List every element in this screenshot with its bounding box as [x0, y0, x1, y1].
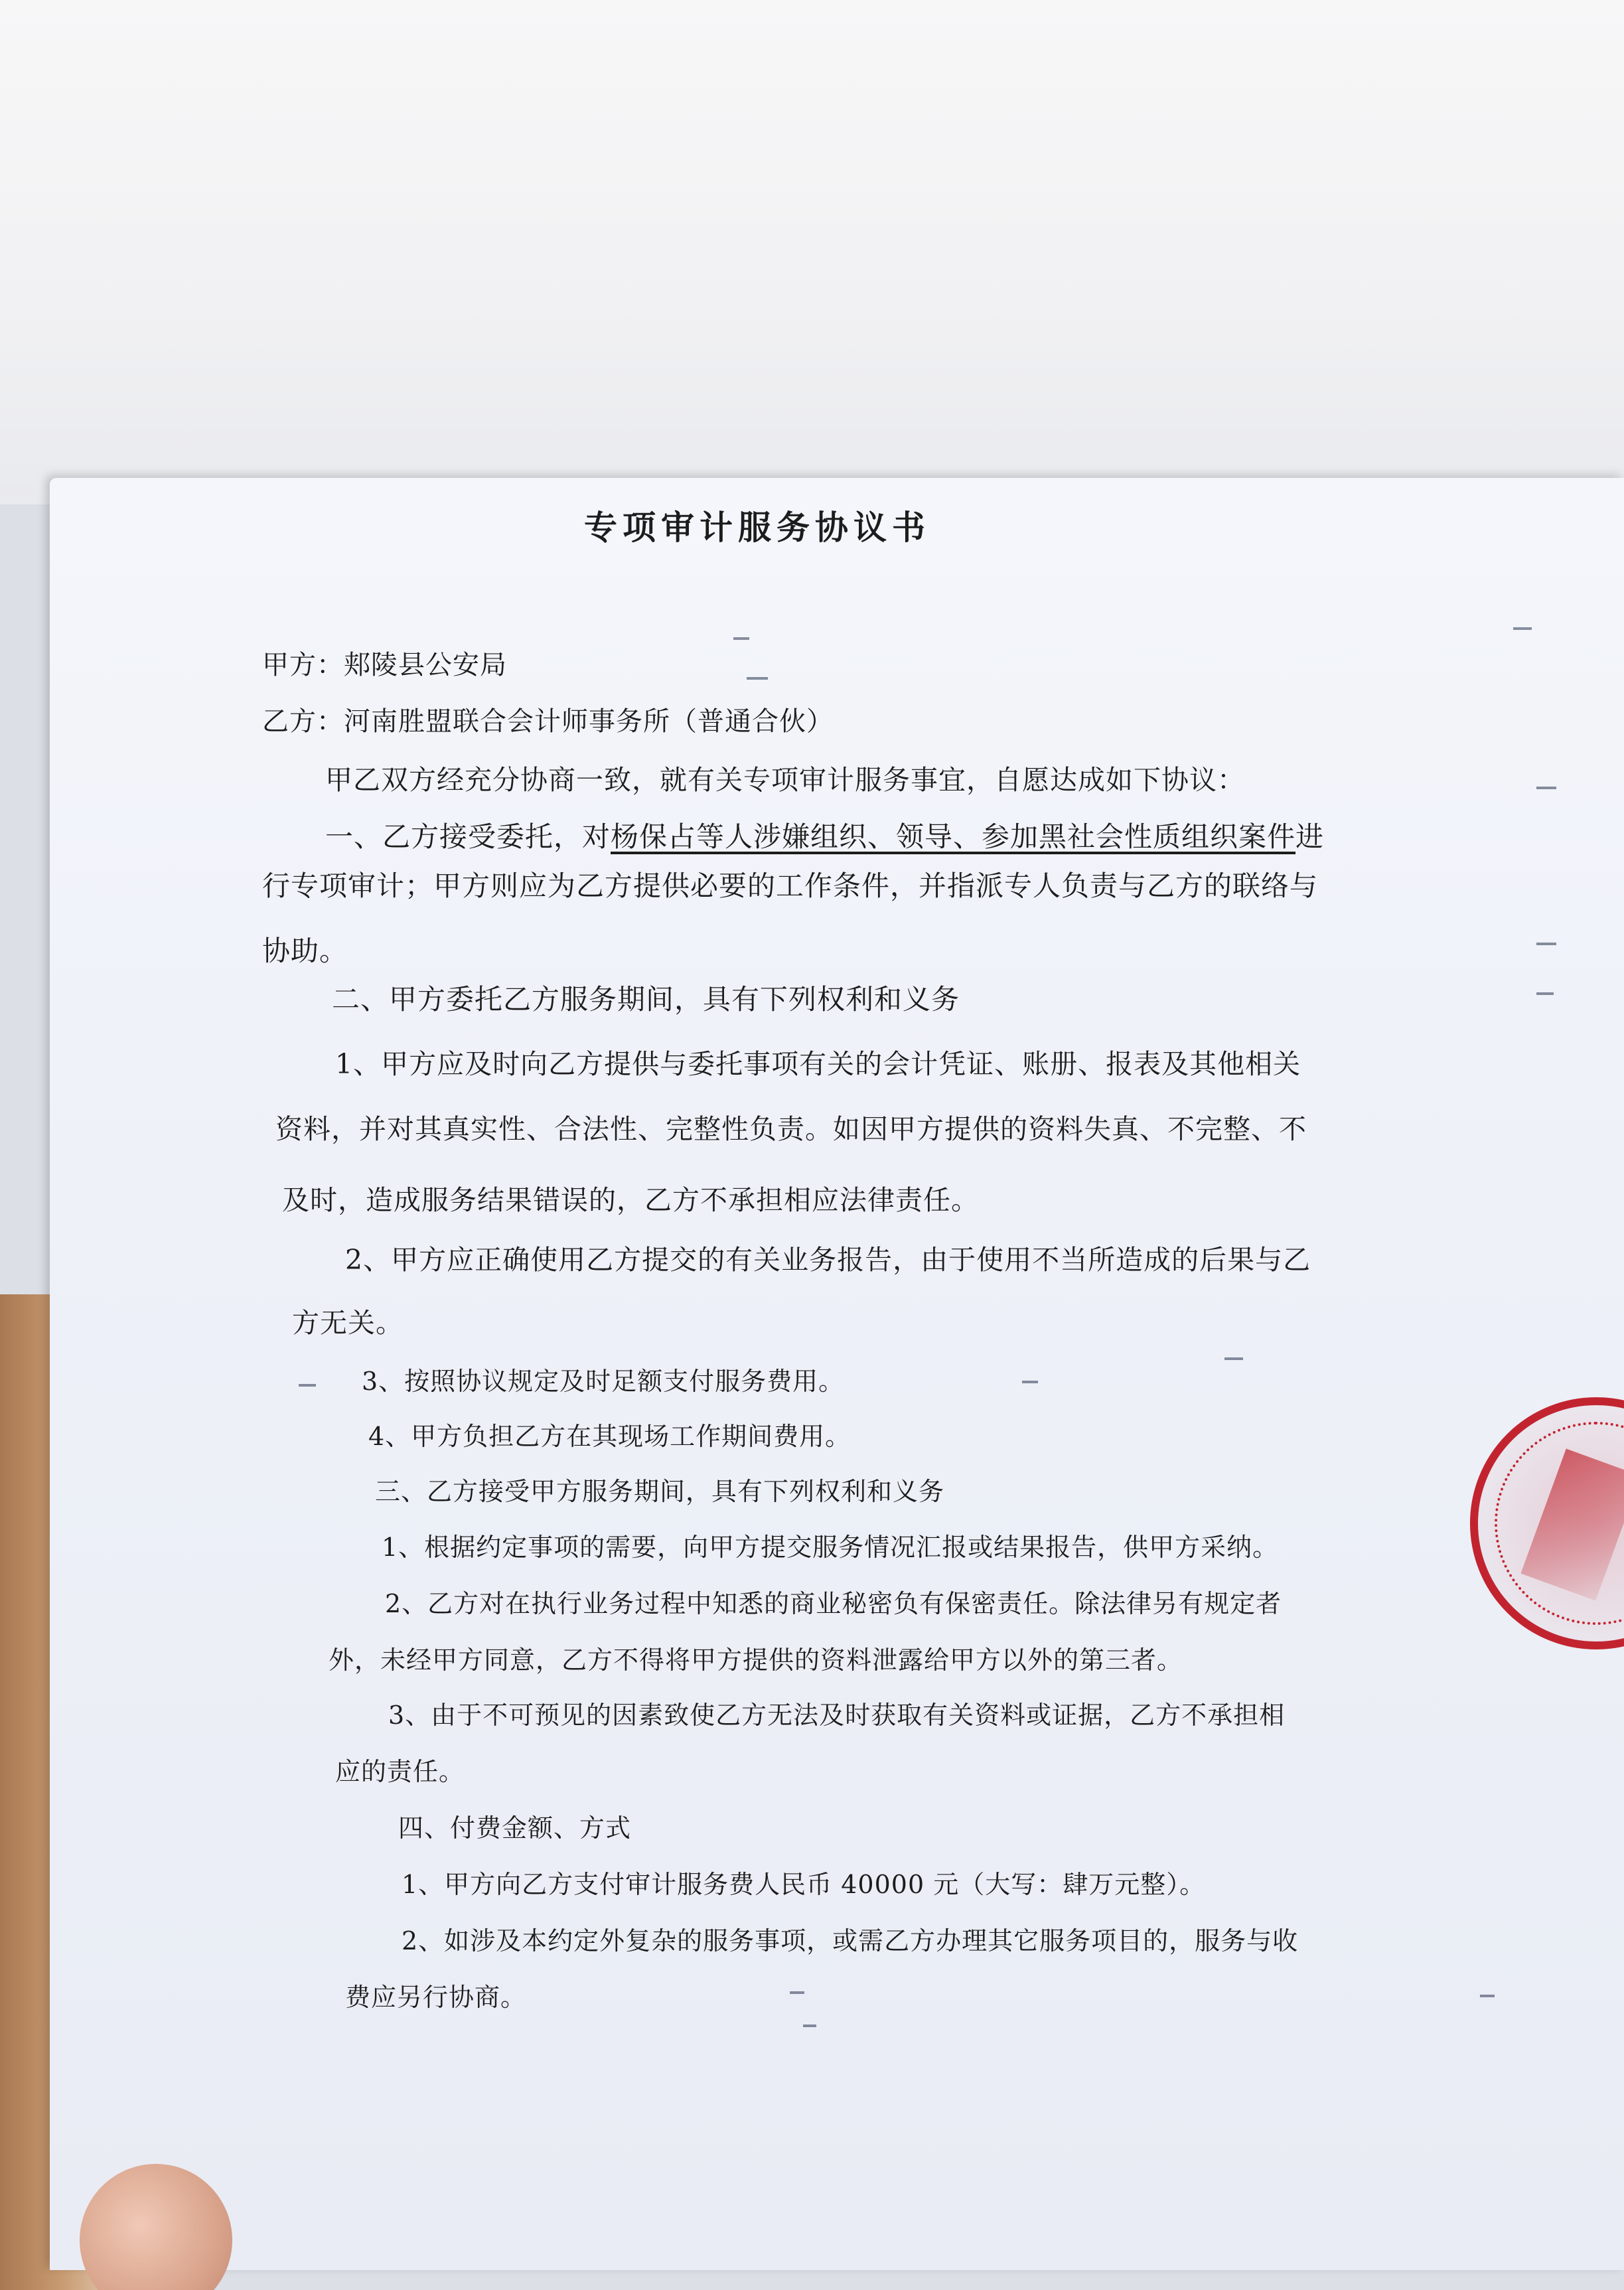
section-3-heading: 三、乙方接受甲方服务期间，具有下列权利和义务 — [375, 1477, 945, 1506]
document-title: 专项审计服务协议书 — [584, 508, 930, 547]
clause-1-line-2: 行专项审计；甲方则应为乙方提供必要的工作条件，并指派专人负责与乙方的联络与 — [262, 870, 1319, 902]
section-3-item-1: 1、根据约定事项的需要，向甲方提交服务情况汇报或结果报告，供甲方采纳。 — [382, 1533, 1279, 1562]
party-b: 乙方：河南胜盟联合会计师事务所（普通合伙） — [262, 706, 834, 737]
section-4-item-2-line-2: 费应另行协商。 — [345, 1983, 527, 2012]
section-2-item-1-line-1: 1、甲方应及时向乙方提供与委托事项有关的会计凭证、账册、报表及其他相关 — [335, 1048, 1301, 1080]
clause-1-line-1 — [325, 815, 1324, 855]
section-2-item-1-line-3: 及时，造成服务结果错误的，乙方不承担相应法律责任。 — [282, 1184, 979, 1216]
party-a: 甲方：郏陵县公安局 — [262, 650, 507, 680]
section-4-heading: 四、付费金额、方式 — [398, 1813, 632, 1843]
section-2-item-3: 3、按照协议规定及时足额支付服务费用。 — [362, 1367, 845, 1396]
section-3-item-3-line-1: 3、由于不可预见的因素致使乙方无法及时获取有关资料或证据，乙方不承担相 — [388, 1701, 1286, 1730]
section-2-heading: 二、甲方委托乙方服务期间，具有下列权利和义务 — [332, 983, 960, 1016]
section-2-item-2-line-2: 方无关。 — [292, 1307, 404, 1339]
section-3-item-2-line-1: 2、乙方对在执行业务过程中知悉的商业秘密负有保密责任。除法律另有规定者 — [385, 1589, 1282, 1618]
clause-1-suffix: 进 — [1295, 820, 1325, 853]
section-4-item-1: 1、甲方向乙方支付审计服务费人民币 40000 元（大写：肆万元整）。 — [402, 1870, 1206, 1899]
section-4-item-2-line-1: 2、如涉及本约定外复杂的服务事项，或需乙方办理其它服务项目的，服务与收 — [402, 1926, 1299, 1955]
section-2-item-4: 4、甲方负担乙方在其现场工作期间费用。 — [368, 1422, 851, 1451]
background-page — [0, 0, 1624, 504]
clause-1-line-3: 协助。 — [262, 935, 348, 967]
section-2-item-2-line-1: 2、甲方应正确使用乙方提交的有关业务报告，由于使用不当所造成的后果与乙 — [345, 1244, 1311, 1276]
section-3-item-3-line-2: 应的责任。 — [335, 1757, 465, 1786]
section-3-item-2-line-2: 外，未经甲方同意，乙方不得将甲方提供的资料泄露给甲方以外的第三者。 — [329, 1645, 1183, 1675]
intro-paragraph: 甲乙双方经充分协商一致，就有关专项审计服务事宜，自愿达成如下协议： — [325, 764, 1245, 796]
clause-1-case-name: 杨保占等人涉嫌组织、领导、参加黑社会性质组织案件 — [611, 820, 1296, 853]
clause-1-prefix: 一、乙方接受委托，对 — [325, 820, 611, 853]
section-2-item-1-line-2: 资料，并对其真实性、合法性、完整性负责。如因甲方提供的资料失真、不完整、不 — [275, 1113, 1307, 1145]
